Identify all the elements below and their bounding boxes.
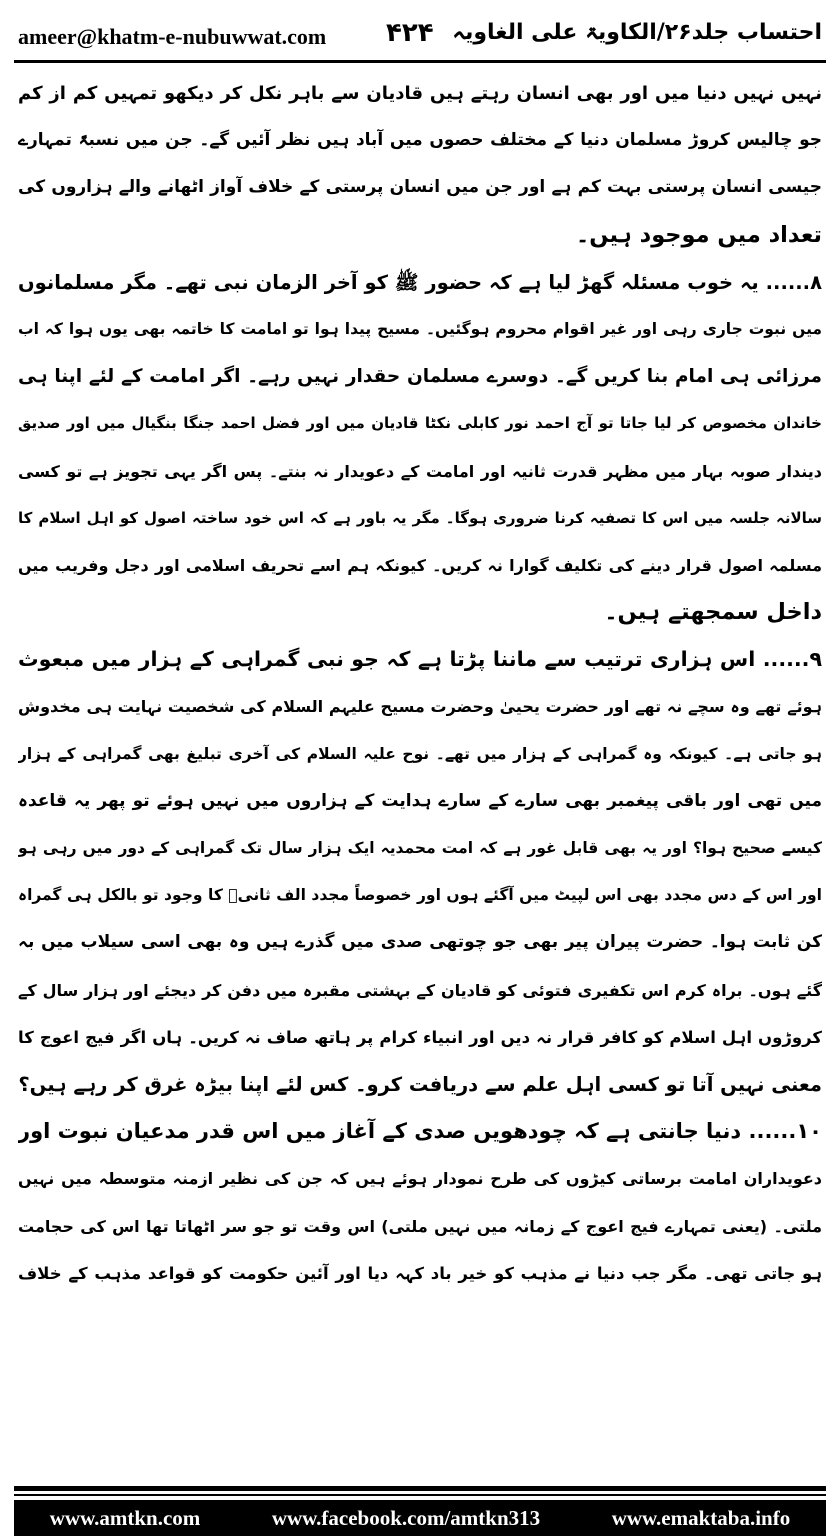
text-line: ہوئے تھے وہ سچے نہ تھے اور حضرت یحییٰ وحضرت مسیح علیہم السلام کی شخصیت نہایت ہی مخدوش [18,697,822,717]
text-line: خاندان مخصوص کر لیا جاتا تو آج احمد نور کابلی نکٹا قادیان میں اور فضل احمد جنگا بنگیال میں اور صدیق [18,414,822,433]
text-line: کن ثابت ہوا۔ حضرت پیران پیر بھی جو چوتھی صدی میں گذرے ہیں وہ بھی اسی سیلاب میں بہ [18,932,822,953]
page-body [18,70,822,1297]
text-line: داخل سمجھتے ہیں۔ [604,599,822,626]
text-line: سالانہ جلسہ میں اس کا تصفیہ کرنا ضروری ہوگا۔ مگر یہ باور ہے کہ اس خود ساختہ اصول کو اہل اسلام کا [18,508,822,527]
footer-divider-thick [14,1486,826,1491]
text-line: دیندار صوبہ بہار میں مظہر قدرت ثانیہ اور امامت کے دعویدار نہ بنتے۔ پس اگر یہی تجویز ہے تو کسی [18,461,822,481]
text-line: ہو جاتی ہے۔ کیونکہ وہ گمراہی کے ہزار میں تھے۔ نوح علیہ السلام کی آخری تبلیغ بھی گمراہی کے ہزار [18,744,822,763]
text-line: میں تھی اور باقی پیغمبر بھی سارے کے سارے ہدایت کے ہزاروں میں نہیں ہوئے تو پھر یہ قاعدہ [18,790,822,811]
text-line: نہیں نہیں دنیا میں اور بھی انسان رہتے ہیں قادیان سے باہر نکل کر دیکھو تمہیں کم از کم [18,83,822,104]
text-line: معنی نہیں آتا تو کسی اہل علم سے دریافت کرو۔ کس لئے اپنا بیڑہ غرق کر رہے ہیں؟ [18,1072,822,1096]
footer-link-facebook[interactable]: www.facebook.com/amtkn313 [271,1505,541,1530]
text-line: کروڑوں اہل اسلام کو کافر قرار نہ دیں اور انبیاء کرام پر ہاتھ صاف نہ کریں۔ ہاں اگر فیج اعوج کا [18,1027,822,1047]
paragraph-9-start: ۹...... اس ہزاری ترتیب سے ماننا پڑتا ہے کہ جو نبی گمراہی کے ہزار میں مبعوث [18,647,822,672]
text-line: میں نبوت جاری رہی اور غیر اقوام محروم ہوگئیں۔ مسیح پیدا ہوا تو امامت کا خاتمہ بھی یوں ہوا کہ اب [18,319,822,338]
text-line: جو چالیس کروڑ مسلمان دنیا کے مختلف حصوں میں آباد ہیں نظر آئیں گے۔ جن میں نسبۃً تمہارے [18,130,822,151]
text-line: کیسے صحیح ہوا؟ اور یہ بھی قابل غور ہے کہ امت محمدیہ ایک ہزار سال تک گمراہی کے دور میں رہی ہو [18,839,822,857]
text-line: تعداد میں موجود ہیں۔ [576,221,822,248]
page-number: ۴۲۴ [386,18,434,48]
page-header [14,18,826,58]
text-line: ملتی۔ (یعنی تمہارے فیج اعوج کے زمانہ میں نہیں ملتی) اس وقت تو جو سر اٹھاتا تھا اس کی حجامت [18,1216,822,1236]
footer-link-amtkn[interactable]: www.amtkn.com [49,1505,201,1530]
book-title: احتساب جلد۲۶/الکاویۃ علی الغاویہ [452,20,822,45]
text-line: دعویداران امامت برساتی کیڑوں کی طرح نمودار ہوئے ہیں کہ جن کی نظیر ازمنہ متوسطہ میں نہیں [18,1169,822,1189]
footer-link-emaktaba[interactable]: www.emaktaba.info [611,1505,791,1530]
text-line: جیسی انسان پرستی بہت کم ہے اور جن میں انسان پرستی کے خلاف آواز اٹھانے والے ہزاروں کی [18,177,822,198]
text-line: اور اس کے دس مجدد بھی اس لپیٹ میں آگئے ہوں اور خصوصاً مجدد الف ثانیؒ کا وجود تو بالکل ہی گمراہ [18,886,822,905]
paragraph-8-start: ۸...... یہ خوب مسئلہ گھڑ لیا ہے کہ حضور ﷺ کو آخر الزمان نبی تھے۔ مگر مسلمانوں [18,270,822,294]
footer-divider-thin [14,1494,826,1496]
header-email: ameer@khatm-e-nubuwwat.com [18,24,327,49]
text-line: گئے ہوں۔ براہ کرم اس تکفیری فتوئی کو قادیان کے بہشتی مقبرہ میں دفن کر دیجئے اور ہزار سال کے [18,980,822,1000]
text-line: ہو جاتی تھی۔ مگر جب دنیا نے مذہب کو خیر باد کہہ دیا اور آئین حکومت کو قواعد مذہب کے خلاف [18,1263,822,1283]
paragraph-10-start: ۱۰...... دنیا جانتی ہے کہ چودھویں صدی کے آغاز میں اس قدر مدعیان نبوت اور [18,1119,822,1144]
page-footer [14,1500,826,1536]
header-divider [14,60,826,63]
text-line: مرزائی ہی امام بنا کریں گے۔ دوسرے مسلمان حقدار نہیں رہے۔ اگر امامت کے لئے اپنا ہی [18,366,822,388]
text-line: مسلمہ اصول قرار دینے کی تکلیف گوارا نہ کریں۔ کیونکہ ہم اسے تحریف اسلامی اور دجل وفریب میں [18,555,822,575]
